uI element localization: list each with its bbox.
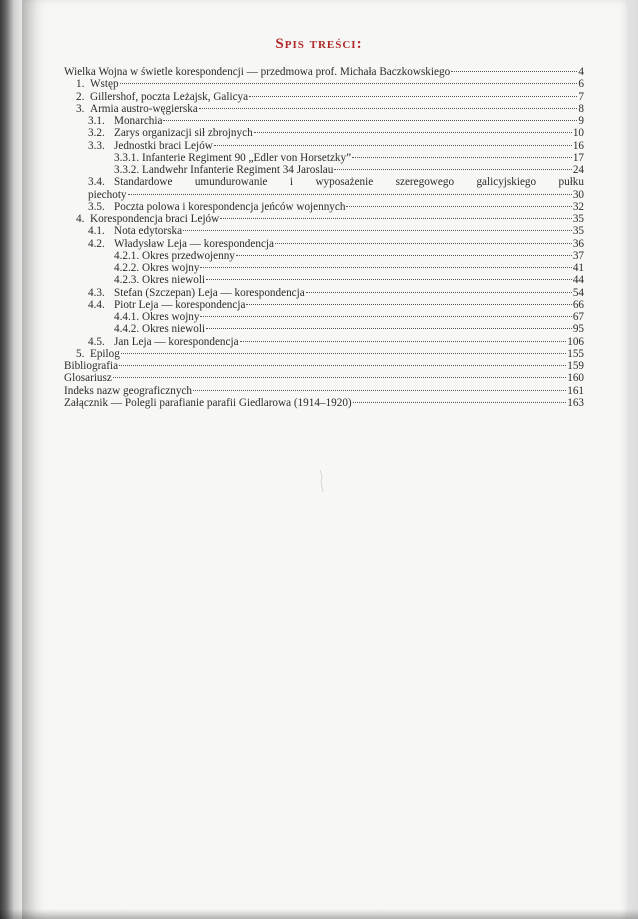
toc-leader-dots	[240, 341, 567, 342]
toc-entry	[64, 115, 584, 127]
toc-entry	[64, 238, 584, 250]
toc-entry-number: 3.3.1.	[114, 151, 140, 164]
toc-entry-label: Glosariusz	[64, 372, 112, 385]
toc-entry-label: Wielka Wojna w świetle korespondencji — przedmowa prof. Michała Baczkowskiego	[64, 66, 451, 78]
toc-page-number: 37	[572, 249, 584, 262]
toc-leader-dots	[334, 169, 571, 170]
page-shadow	[0, 909, 638, 919]
toc-page-number: 8	[578, 102, 584, 115]
toc-entry-number: 4.2.	[88, 237, 105, 250]
toc-entry-title	[88, 225, 182, 237]
toc-leader-dots	[346, 206, 571, 207]
toc-leader-dots	[113, 377, 566, 378]
toc-page-number: 106	[567, 335, 584, 348]
toc-page-number: 155	[567, 347, 584, 360]
ink-smudge-icon	[318, 470, 324, 492]
toc-entry-title	[88, 238, 274, 250]
toc-entry-title	[114, 164, 333, 176]
toc-entry-label: Jednostki braci Lejów	[114, 139, 213, 152]
toc-entry-title	[88, 299, 245, 311]
toc-entry-label: Piotr Leja — korespondencja	[114, 298, 246, 311]
toc-page-number: 160	[567, 372, 584, 385]
toc-entry-label: Epilog	[90, 347, 120, 360]
toc-leader-dots	[306, 292, 572, 293]
toc-entry-label: Stefan (Szczepan) Leja — korespondencja	[114, 286, 305, 299]
toc-page-number: 36	[572, 237, 584, 250]
toc-entry-title	[114, 250, 235, 262]
toc-entry-title	[76, 91, 248, 103]
toc-entry-number: 3.3.2.	[114, 164, 140, 176]
toc-entry-label: Standardowe umundurowanie i wyposażenie szeregowego galicyjskiego pułku	[114, 176, 584, 189]
toc-entry-label: Jan Leja — korespondencja	[114, 335, 239, 348]
toc-page-number: 35	[572, 213, 584, 225]
page-title: Spis treści:	[275, 36, 363, 52]
toc-page-number: 35	[572, 225, 584, 238]
toc-entry-label: Władysław Leja — korespondencja	[114, 237, 274, 250]
toc-leader-dots	[128, 194, 572, 195]
toc-entry-title	[76, 348, 120, 360]
toc-entry	[64, 287, 584, 299]
toc-entry-label: Landwehr Infanterie Regiment 34 Jaroslau	[142, 164, 334, 176]
toc-entry	[64, 250, 584, 262]
toc-page-number: 67	[572, 311, 584, 323]
toc-entry-title	[76, 103, 198, 115]
toc-entry-label: Gillershof, poczta Leżajsk, Galicya	[90, 90, 249, 103]
toc-entry-title	[88, 127, 253, 139]
toc-entry-number: 4.1.	[88, 225, 105, 238]
toc-entry-title	[114, 323, 205, 335]
toc-entry-title	[64, 385, 192, 397]
toc-entry	[64, 176, 584, 201]
toc-leader-dots	[451, 71, 577, 72]
toc-entry-title	[64, 66, 450, 78]
toc-leader-dots	[163, 120, 577, 121]
toc-entry-label-continued: piechoty	[88, 188, 127, 201]
toc-page-number: 30	[572, 188, 584, 201]
toc-entry	[64, 274, 584, 286]
toc-entry-number: 4.	[76, 213, 85, 225]
toc-entry-title	[88, 140, 213, 152]
toc-entry-label: Okres wojny	[142, 311, 200, 323]
toc-page-number: 10	[572, 127, 584, 140]
toc-entry	[64, 127, 584, 139]
toc-page-number: 163	[567, 396, 584, 409]
toc-entry-number: 3.	[76, 102, 85, 115]
toc-entry-label: Wstęp	[90, 78, 119, 91]
toc-entry-label: Korespondencja braci Lejów	[90, 213, 220, 225]
toc-entry-line	[88, 176, 584, 188]
toc-leader-dots	[236, 255, 572, 256]
toc-entry-label: Monarchia	[114, 115, 163, 127]
toc-entry	[64, 360, 584, 372]
toc-entry-label: Nota edytorska	[114, 225, 183, 238]
toc-entry-number: 4.4.2.	[114, 323, 140, 336]
toc-entry-number: 4.4.1.	[114, 311, 140, 323]
toc-leader-dots	[214, 145, 572, 146]
toc-entry	[64, 311, 584, 323]
toc-entry-number: 4.4.	[88, 298, 105, 311]
toc-leader-dots	[119, 365, 566, 366]
toc-entry-title	[114, 274, 205, 286]
toc-entry	[64, 213, 584, 225]
toc-entry	[64, 372, 584, 384]
toc-leader-dots	[206, 279, 572, 280]
toc-entry-number: 4.3.	[88, 286, 105, 299]
toc-entry-number: 3.2.	[88, 127, 105, 140]
toc-entry-number: 3.3.	[88, 139, 105, 152]
toc-page-number: 24	[572, 164, 584, 176]
toc-page-number: 66	[572, 298, 584, 311]
toc-entry-title	[114, 262, 199, 274]
toc-entry-label: Okres niewoli	[142, 274, 206, 287]
toc-entry	[64, 262, 584, 274]
toc-entry-title	[114, 152, 351, 164]
toc-page-number: 9	[578, 115, 584, 127]
toc-leader-dots	[121, 353, 566, 354]
toc-leader-dots	[206, 328, 572, 329]
toc-entry-label: Armia austro-węgierska	[90, 102, 198, 115]
toc-entry-label: Okres przedwojenny	[142, 249, 235, 262]
toc-entry	[64, 336, 584, 348]
toc-page-number: 44	[572, 274, 584, 287]
toc-entry	[64, 323, 584, 335]
toc-page-number: 17	[572, 151, 584, 164]
toc-entry-title	[76, 213, 219, 225]
toc-entry-title	[64, 360, 118, 372]
toc-entry-number: 1.	[76, 78, 85, 91]
toc-entry	[64, 140, 584, 152]
toc-entry-title	[88, 115, 162, 127]
toc-leader-dots	[193, 390, 566, 391]
toc-page-number: 4	[578, 66, 584, 78]
toc-entry	[64, 385, 584, 397]
toc-entry-title	[64, 397, 352, 409]
toc-entry-number: 5.	[76, 347, 85, 360]
toc-entry-number: 3.5.	[88, 200, 105, 213]
toc-entry-number: 3.1.	[88, 115, 105, 127]
toc-entry	[64, 66, 584, 78]
toc-entry-number: 4.2.3.	[114, 274, 140, 287]
toc-page-number: 41	[572, 262, 584, 274]
toc-entry-title	[114, 311, 199, 323]
toc-leader-dots	[199, 108, 578, 109]
toc-entry-title	[88, 336, 239, 348]
toc-leader-dots	[183, 230, 572, 231]
toc-page-number: 16	[572, 139, 584, 152]
toc-page-number: 54	[572, 286, 584, 299]
toc-entry	[64, 103, 584, 115]
toc-entry-title	[76, 78, 119, 90]
toc-entry-label: Zarys organizacji sił zbrojnych	[114, 127, 253, 140]
toc-entry	[64, 152, 584, 164]
toc-leader-dots	[246, 304, 571, 305]
toc-entry-label: Indeks nazw geograficznych	[64, 384, 192, 397]
toc-entry	[64, 201, 584, 213]
toc-leader-dots	[220, 218, 572, 219]
toc-page-number: 7	[578, 90, 584, 103]
toc-entry-number: 4.2.2.	[114, 262, 140, 274]
toc-entry-number: 4.2.1.	[114, 249, 140, 262]
toc-entry	[64, 397, 584, 409]
toc-entry	[64, 225, 584, 237]
toc-entry-number: 3.4.	[88, 176, 105, 189]
toc-page-number: 95	[572, 323, 584, 336]
toc-page-number: 32	[572, 200, 584, 213]
toc-entry-label: Infanterie Regiment 90 „Edler von Horsetzky”	[142, 151, 352, 164]
table-of-contents	[64, 66, 584, 409]
toc-leader-dots	[352, 157, 572, 158]
toc-entry	[64, 348, 584, 360]
toc-entry-line	[88, 189, 584, 201]
toc-entry	[64, 164, 584, 176]
toc-entry-label: Załącznik — Polegli parafianie parafii Giedlarowa (1914–1920)	[64, 396, 352, 409]
toc-entry-label: Bibliografia	[64, 360, 119, 372]
toc-leader-dots	[275, 243, 572, 244]
toc-entry	[64, 78, 584, 90]
toc-page-number: 161	[567, 384, 584, 397]
toc-page-number: 6	[578, 78, 584, 91]
toc-entry-label: Okres niewoli	[142, 323, 206, 336]
toc-entry-number: 2.	[76, 90, 85, 103]
toc-entry-label: Okres wojny	[142, 262, 200, 274]
toc-leader-dots	[249, 96, 577, 97]
toc-entry	[64, 299, 584, 311]
toc-entry-title	[88, 287, 305, 299]
toc-leader-dots	[120, 83, 578, 84]
toc-page-number: 159	[567, 360, 584, 372]
toc-leader-dots	[254, 132, 572, 133]
toc-entry-title	[88, 201, 345, 213]
toc-leader-dots	[200, 267, 571, 268]
toc-entry	[64, 91, 584, 103]
toc-entry-title	[64, 372, 112, 384]
toc-entry-number: 4.5.	[88, 335, 105, 348]
toc-entry-label: Poczta polowa i korespondencja jeńców wojennych	[114, 200, 346, 213]
toc-leader-dots	[353, 402, 567, 403]
toc-leader-dots	[200, 316, 571, 317]
